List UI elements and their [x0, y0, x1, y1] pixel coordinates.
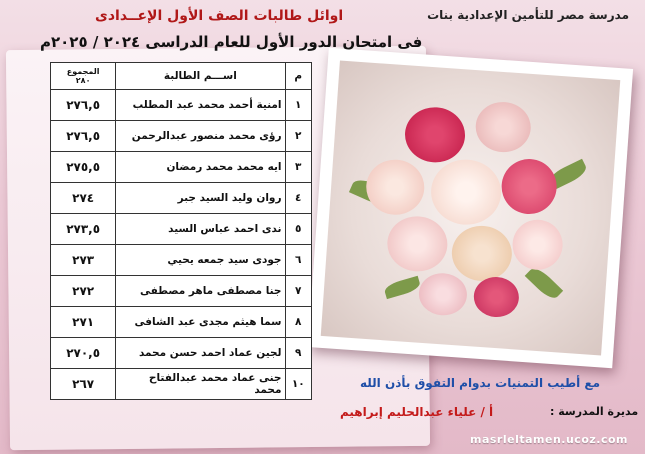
- student-name: روان وليد السيد جبر: [116, 183, 285, 214]
- row-num: ١: [285, 90, 312, 121]
- table-row: [51, 183, 312, 214]
- table-row: [51, 338, 312, 369]
- student-name: ندى احمد عباس السيد: [116, 214, 285, 245]
- table-row: [51, 245, 312, 276]
- bouquet-image: [321, 61, 621, 356]
- wish-text: مع أطيب التمنيات بدوام التفوق بأذن الله: [360, 376, 601, 390]
- table-row: [51, 214, 312, 245]
- student-name: رؤى محمد منصور عبدالرحمن: [116, 121, 285, 152]
- student-score: ٢٧٠,٥: [51, 338, 116, 369]
- row-num: ٥: [285, 214, 312, 245]
- student-name: لجين عماد احمد حسن محمد: [116, 338, 285, 369]
- student-name: جنا مصطفى ماهر مصطفى: [116, 276, 285, 307]
- header-name: اســـم الطالبة: [116, 63, 285, 90]
- row-num: ٤: [285, 183, 312, 214]
- exam-subtitle: فى امتحان الدور الأول للعام الدراسى ٢٠٢٤ / ٢٠٢٥م: [40, 33, 423, 51]
- table-row: [51, 276, 312, 307]
- student-name: جودى سيد جمعه يحيي: [116, 245, 285, 276]
- students-table: [50, 62, 312, 400]
- row-num: ٨: [285, 307, 312, 338]
- row-num: ٩: [285, 338, 312, 369]
- student-score: ٢٦٧: [51, 369, 116, 400]
- student-score: ٢٧٦,٥: [51, 90, 116, 121]
- student-name: امنية أحمد محمد عبد المطلب: [116, 90, 285, 121]
- table-row: [51, 307, 312, 338]
- student-score: ٢٧٥,٥: [51, 152, 116, 183]
- school-name: مدرسة مصر للتأمين الإعدادية بنات: [427, 8, 629, 22]
- table-row: [51, 369, 312, 400]
- row-num: ٦: [285, 245, 312, 276]
- table-row: [51, 152, 312, 183]
- row-num: ١٠: [285, 369, 312, 400]
- row-num: ٧: [285, 276, 312, 307]
- student-score: ٢٧٣: [51, 245, 116, 276]
- table-row: [51, 121, 312, 152]
- manager-name: أ / علياء عبدالحليم إبراهيم: [340, 405, 494, 419]
- header-total: [51, 63, 116, 90]
- page-title: اوائل طالبات الصف الأول الإعــدادى: [95, 8, 344, 24]
- student-name: جنى عماد محمد عبدالفتاح محمد: [116, 369, 285, 400]
- header-total-max: ٢٨٠: [75, 76, 91, 85]
- student-score: ٢٧٦,٥: [51, 121, 116, 152]
- student-name: سما هيثم مجدى عبد الشافى: [116, 307, 285, 338]
- row-num: ٢: [285, 121, 312, 152]
- header-num: م: [285, 63, 312, 90]
- student-score: ٢٧١: [51, 307, 116, 338]
- header-total-label: المجموع: [66, 67, 100, 76]
- manager-label: مديرة المدرسة :: [550, 405, 639, 418]
- student-score: ٢٧٣,٥: [51, 214, 116, 245]
- student-name: ايه محمد محمد رمضان: [116, 152, 285, 183]
- flower-photo: [308, 48, 633, 369]
- site-link[interactable]: masrleltamen.ucoz.com: [470, 433, 629, 446]
- table-row: [51, 90, 312, 121]
- row-num: ٣: [285, 152, 312, 183]
- student-score: ٢٧٤: [51, 183, 116, 214]
- table-header-row: [51, 63, 312, 90]
- student-score: ٢٧٢: [51, 276, 116, 307]
